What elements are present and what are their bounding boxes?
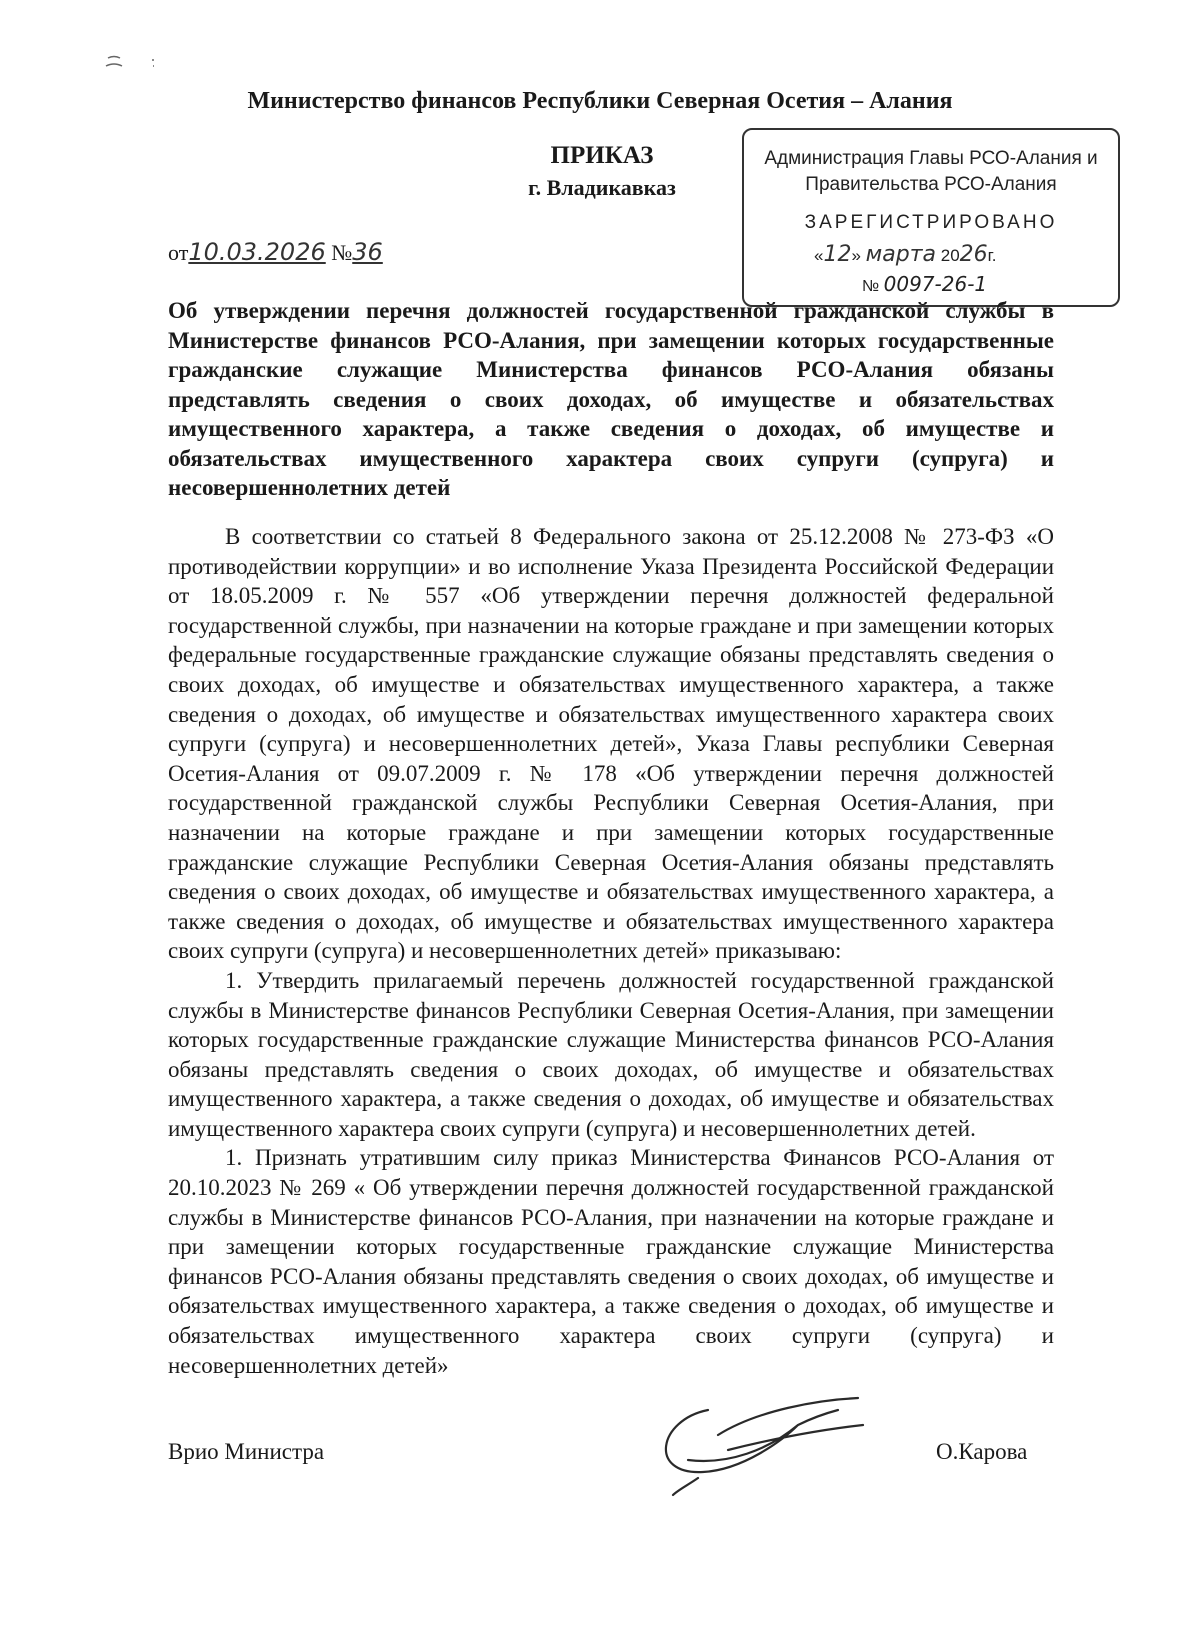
stamp-line-2: Правительства РСО-Алания: [805, 174, 1057, 195]
order-date-number: [168, 238, 383, 266]
stamp-number-value: 0097-26-1: [883, 272, 988, 296]
ministry-header: Министерство финансов Республики Северная Осетия – Алания: [247, 88, 953, 114]
stamp-status: ЗАРЕГИСТРИРОВАНО: [804, 212, 1058, 233]
order-number: 36: [352, 238, 383, 266]
scan-artifact-mark: [104, 52, 164, 76]
document-type-title: ПРИКАЗ: [550, 142, 654, 169]
stamp-date-day: 12: [823, 242, 852, 267]
handwritten-signature: [648, 1380, 888, 1500]
signatory-title: Врио Министра: [168, 1439, 325, 1464]
stamp-number-label: №: [862, 278, 880, 295]
order-date: 10.03.2026: [188, 238, 326, 266]
body-preamble: В соответствии со статьей 8 Федерального закона от 25.12.2008 № 273-ФЗ «О противодействии коррупции» и во исполнение Указа Президента Российской Федерации от 18.05.2009 г. № 557 «Об утверждении перечня должностей федеральной государственной службы, при назначении на которые граждане и при замещении которых федеральные государственные гражданские служащие обязаны представлять сведения о своих доходах, об имуществе и обязательствах имущественного характера, а также сведения о доходах, об имуществе и обязательствах имущественного характера своих супруги (супруга) и несовершеннолетних детей», Указа Главы республики Северная Осетия-Алания от 09.07.2009 г. № 178 «Об утверждении перечня должностей государственной гражданской службы Республики Северная Осетия-Алания, при назначении на которые граждане и при замещении которых государственные гражданские служащие Республики Северная Осетия-Алания обязаны представлять сведения о своих доходах, об имуществе и обязательствах имущественного характера, а также сведения о доходах, об имуществе и обязательствах имущественного характера своих супруги (супруга) и несовершеннолетних детей» приказываю:: [168, 524, 1054, 964]
signatory-name: О.Карова: [936, 1439, 1028, 1464]
stamp-number: [862, 272, 987, 296]
order-subject: Об утверждении перечня должностей государственной гражданской службы в Министерстве финансов РСО-Алания, при замещении которых государственные гражданские служащие Министерства финансов РСО-Алания обязаны представлять сведения о своих доходах, об имуществе и обязательствах имущественного характера, а также сведения о доходах, об имуществе и обязательствах имущественного характера своих супруги (супруга) и несовершеннолетних детей: [168, 298, 1054, 500]
stamp-year-suffix: 26: [959, 242, 988, 267]
stamp-year-unit: г.: [987, 246, 997, 265]
order-number-label: №: [331, 240, 353, 265]
order-from-label: от: [168, 240, 189, 265]
registration-stamp: [742, 128, 1120, 307]
stamp-line-1: Администрация Главы РСО-Алания и: [764, 148, 1098, 169]
body-item-1: 1. Утвердить прилагаемый перечень должностей государственной гражданской службы в Министерстве финансов Республики Северная Осетия-Алания, при замещении которых государственные гражданские служащие Министерства финансов РСО-Алания обязаны представлять сведения о своих доходах, об имуществе и обязательствах имущественного характера, а также сведения о доходах, об имуществе и обязательствах имущественного характера своих супруги (супруга) и несовершеннолетних детей.: [168, 967, 1054, 1141]
stamp-date: «12» марта 2026г.: [814, 242, 997, 267]
stamp-date-month: марта: [865, 242, 936, 267]
body-item-2: 1. Признать утратившим силу приказ Министерства Финансов РСО-Алания от 20.10.2023 № 269 « Об утверждении перечня должностей государственной гражданской службы в Министерстве финансов РСО-Алания, при назначении на которые граждане и при замещении которых государственные гражданские служащие Министерства финансов РСО-Алания обязаны представлять сведения о своих доходах, об имуществе и обязательствах имущественного характера, а также сведения о доходах, об имуществе и обязательствах имущественного характера своих супруги (супруга) и несовершеннолетних детей»: [168, 1145, 1054, 1378]
stamp-year-prefix: 20: [940, 246, 960, 265]
order-body: [168, 522, 1054, 1380]
document-city: г. Владикавказ: [528, 175, 676, 200]
